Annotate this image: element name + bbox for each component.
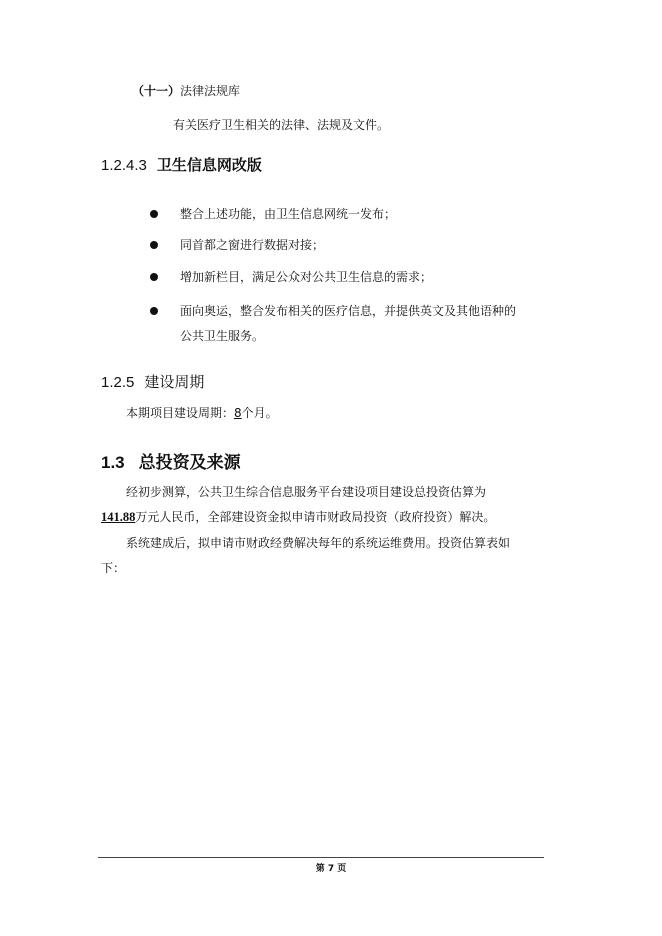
bullet-item [150,268,432,285]
page-number: 第 7 页 [315,864,347,874]
bullet-text: 增加新栏目，满足公众对公共卫生信息的需求； [180,270,433,284]
bullet-icon [150,210,158,218]
period-paragraph [126,404,278,421]
bullet-icon [150,307,158,315]
period-suffix: 个月。 [241,406,278,420]
heading-title: 建设周期 [144,373,205,391]
subsection-title: 法律法规库 [180,84,241,98]
heading-1-2-4-3 [101,154,262,175]
bullet-item [150,205,396,222]
bullet-continuation: 公共卫生服务。 [180,329,265,343]
heading-1-2-5 [101,371,204,392]
maintenance-paragraph-line-2: 下： [101,561,126,575]
investment-paragraph-line-2 [101,508,495,525]
heading-1-3 [101,448,241,473]
bullet-item [150,236,324,253]
heading-title: 总投资及来源 [138,453,241,473]
bullet-text: 整合上述功能，由卫生信息网统一发布； [180,207,397,221]
period-value: 8 [234,406,242,420]
heading-title: 卫生信息网改版 [156,156,262,174]
heading-number: 1.2.5 [101,374,135,391]
subsection-body: 有关医疗卫生相关的法律、法规及文件。 [173,118,390,132]
investment-amount: 141.88 [101,510,136,524]
heading-number: 1.2.4.3 [101,157,147,174]
heading-number: 1.3 [101,453,125,472]
bullet-item [150,302,516,319]
subsection-number: （十一） [132,84,181,98]
footer-divider [98,857,544,858]
investment-paragraph-line-1: 经初步测算，公共卫生综合信息服务平台建设项目建设总投资估算为 [126,485,487,499]
bullet-icon [150,241,158,249]
bullet-text: 同首都之窗进行数据对接； [180,238,325,252]
subsection-heading [132,82,240,99]
bullet-text: 面向奥运，整合发布相关的医疗信息，并提供英文及其他语种的 [180,304,517,318]
bullet-icon [150,273,158,281]
period-prefix: 本期项目建设周期： [126,406,235,420]
investment-amount-unit: 万元人民币，全部建设资金拟申请市财政局投资（政府投资）解决。 [135,510,496,524]
maintenance-paragraph-line-1: 系统建成后，拟申请市财政经费解决每年的系统运维费用。投资估算表如 [126,536,511,550]
